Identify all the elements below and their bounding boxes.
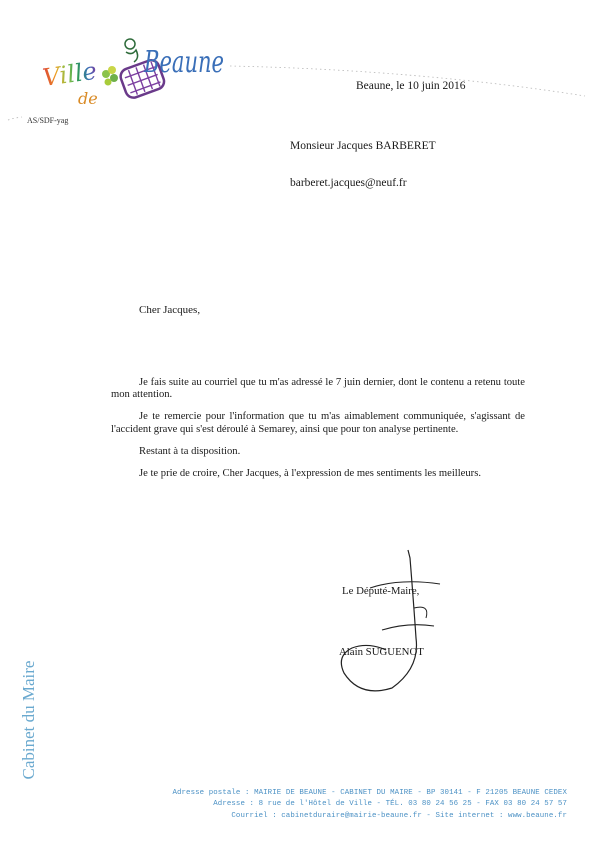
footer-street-address: Adresse : 8 rue de l'Hôtel de Ville - TÉL. 03 80 24 56 25 - FAX 03 80 24 57 57 xyxy=(213,800,567,809)
signatory-title: Le Député-Maire, xyxy=(342,585,420,597)
cabinet-du-maire-sidebar xyxy=(15,650,43,790)
body-paragraph: Je fais suite au courriel que tu m'as adressé le 7 juin dernier, dont le contenu a retenu toute mon attention. xyxy=(111,377,525,401)
logo-word-de: de xyxy=(78,89,98,108)
logo-word-ville: Ville xyxy=(40,56,99,92)
logo-word-beaune: Beaune xyxy=(143,45,224,80)
recipient-email: barberet.jacques@neuf.fr xyxy=(290,177,407,189)
signatory-name: Alain SUGUENOT xyxy=(339,646,424,658)
recipient-name: Monsieur Jacques BARBERET xyxy=(290,140,436,152)
handwritten-signature xyxy=(330,548,450,698)
ville-de-beaune-logo xyxy=(40,12,230,112)
grape-icon xyxy=(102,66,118,86)
letter-reference: AS/SDF-yag xyxy=(27,116,69,125)
letter-body xyxy=(111,377,525,490)
footer-postal-address: Adresse postale : MAIRIE DE BEAUNE - CABINET DU MAIRE - BP 30141 - F 21205 BEAUNE CEDEX xyxy=(172,789,567,797)
salutation: Cher Jacques, xyxy=(139,304,201,316)
letter-date: Beaune, le 10 juin 2016 xyxy=(356,80,466,92)
body-paragraph: Restant à ta disposition. xyxy=(139,445,241,457)
sidebar-label: Cabinet du Maire xyxy=(19,660,38,780)
body-paragraph: Je te prie de croire, Cher Jacques, à l'expression de mes sentiments les meilleurs. xyxy=(139,468,481,480)
footer-email-web: Courriel : cabinetduraire@mairie-beaune.fr - Site internet : www.beaune.fr xyxy=(231,811,567,820)
footer-contact xyxy=(172,788,567,822)
harvester-figure-icon xyxy=(125,39,138,62)
body-paragraph: Je te remercie pour l'information que tu m'as aimablement communiquée, s'agissant de l'accident grave qui s'est déroulé à Semarey, ainsi que pour ton analyse pertinente. xyxy=(111,411,525,435)
